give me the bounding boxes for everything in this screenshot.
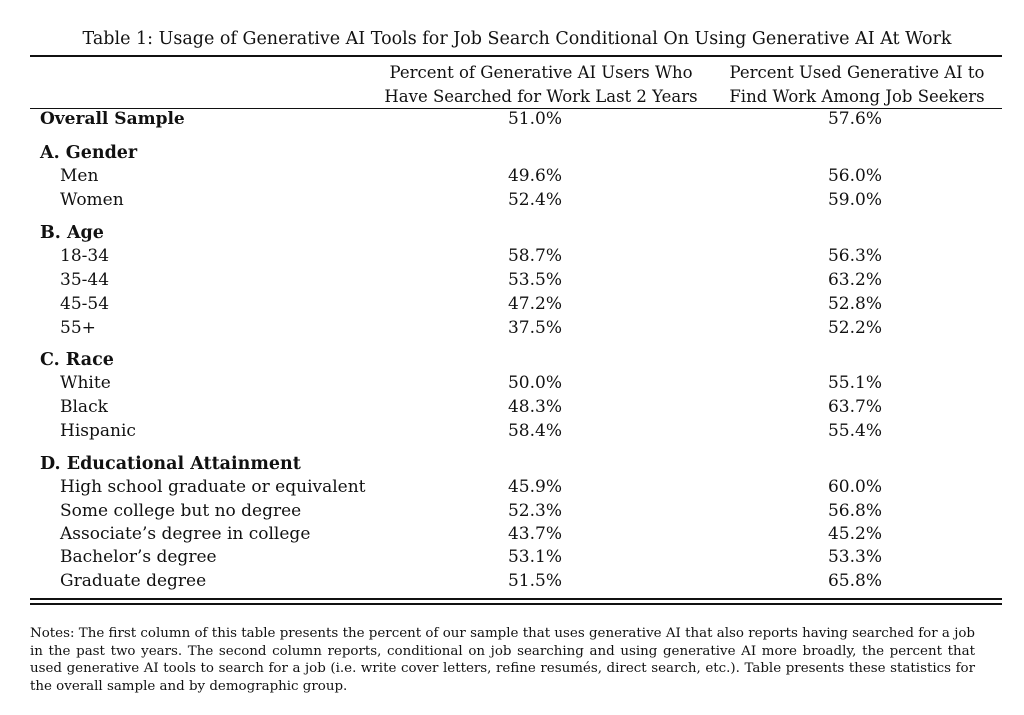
column-header-2-line-1: Percent Used Generative AI to [729,63,985,82]
row-label: Associate’s degree in college [60,524,311,544]
row-value-col1: 48.3% [507,397,562,417]
row-label: Women [60,190,124,210]
row-value-col2: 52.8% [827,294,882,314]
row-value-col2: 60.0% [827,477,882,497]
row-value-col2: 55.1% [827,373,882,393]
table-row [30,244,1002,268]
row-value-col2: 63.7% [827,397,882,417]
table-row [30,164,1002,188]
row-value-col1: 52.4% [507,190,562,210]
row-value-col2: 57.6% [827,109,882,129]
table-row [30,475,1002,499]
row-value-col1: 53.1% [507,547,562,567]
row-label: Graduate degree [60,571,207,591]
section-title-education: D. Educational Attainment [40,454,301,474]
row-value-col2: 52.2% [827,318,882,338]
row-value-col1: 58.4% [507,421,562,441]
row-value-col1: 52.3% [507,501,562,521]
column-header-1-line-1: Percent of Generative AI Users Who [389,63,693,82]
row-label: Some college but no degree [60,501,302,521]
row-value-col1: 47.2% [507,294,562,314]
column-header-2-line-2: Find Work Among Job Seekers [729,87,985,106]
table-row [30,569,1002,593]
overall-sample-row [30,107,1002,131]
row-label: Black [60,397,108,417]
row-value-col2: 56.0% [827,166,882,186]
table-row [30,395,1002,419]
table-row [30,316,1002,340]
table-row [30,522,1002,546]
row-value-col1: 51.5% [507,571,562,591]
row-value-col2: 59.0% [827,190,882,210]
row-value-col2: 53.3% [827,547,882,567]
row-value-col2: 56.8% [827,501,882,521]
row-value-col2: 56.3% [827,246,882,266]
section-title-gender: A. Gender [40,143,138,163]
table-row [30,371,1002,395]
row-value-col2: 65.8% [827,571,882,591]
row-label: High school graduate or equivalent [60,477,366,497]
row-value-col2: 55.4% [827,421,882,441]
row-label: Bachelor’s degree [60,547,217,567]
bottom-rule-upper [30,598,1002,600]
table-row [30,545,1002,569]
table-row [30,292,1002,316]
row-label: 55+ [60,318,96,338]
row-label: White [60,373,111,393]
row-value-col1: 53.5% [507,270,562,290]
table-notes: Notes: The first column of this table presents the percent of our sample that uses generative AI that also reports having searched for a job in the past two years. The second column reports, conditional on job searching and using generative AI more broadly, the percent that used generative AI tools to search for a job (i.e. write cover letters, refine resumés, direct search, etc.). Table presents these statistics for the overall sample and by demographic group. [30,626,975,694]
column-header-2 [716,61,998,109]
row-value-col1: 50.0% [507,373,562,393]
top-rule [30,55,1002,57]
row-value-col1: 37.5% [507,318,562,338]
row-value-col2: 63.2% [827,270,882,290]
row-label: Overall Sample [40,109,185,129]
table-row [30,188,1002,212]
row-value-col1: 58.7% [507,246,562,266]
row-value-col2: 45.2% [827,524,882,544]
bottom-rule-lower [30,603,1002,605]
table-row [30,419,1002,443]
row-value-col1: 49.6% [507,166,562,186]
row-label: 45-54 [60,294,110,314]
row-label: 18-34 [60,246,110,266]
row-value-col1: 43.7% [507,524,562,544]
row-label: Hispanic [60,421,136,441]
table-row [30,268,1002,292]
column-header-1 [376,61,706,109]
column-header-1-line-2: Have Searched for Work Last 2 Years [384,87,698,106]
section-title-race: C. Race [40,350,114,370]
row-value-col1: 45.9% [507,477,562,497]
table-caption: Table 1: Usage of Generative AI Tools for Job Search Conditional On Using Generative AI At Work [82,29,952,49]
section-title-age: B. Age [40,223,104,243]
row-value-col1: 51.0% [507,109,562,129]
row-label: Men [60,166,99,186]
row-label: 35-44 [60,270,110,290]
table-row [30,499,1002,523]
